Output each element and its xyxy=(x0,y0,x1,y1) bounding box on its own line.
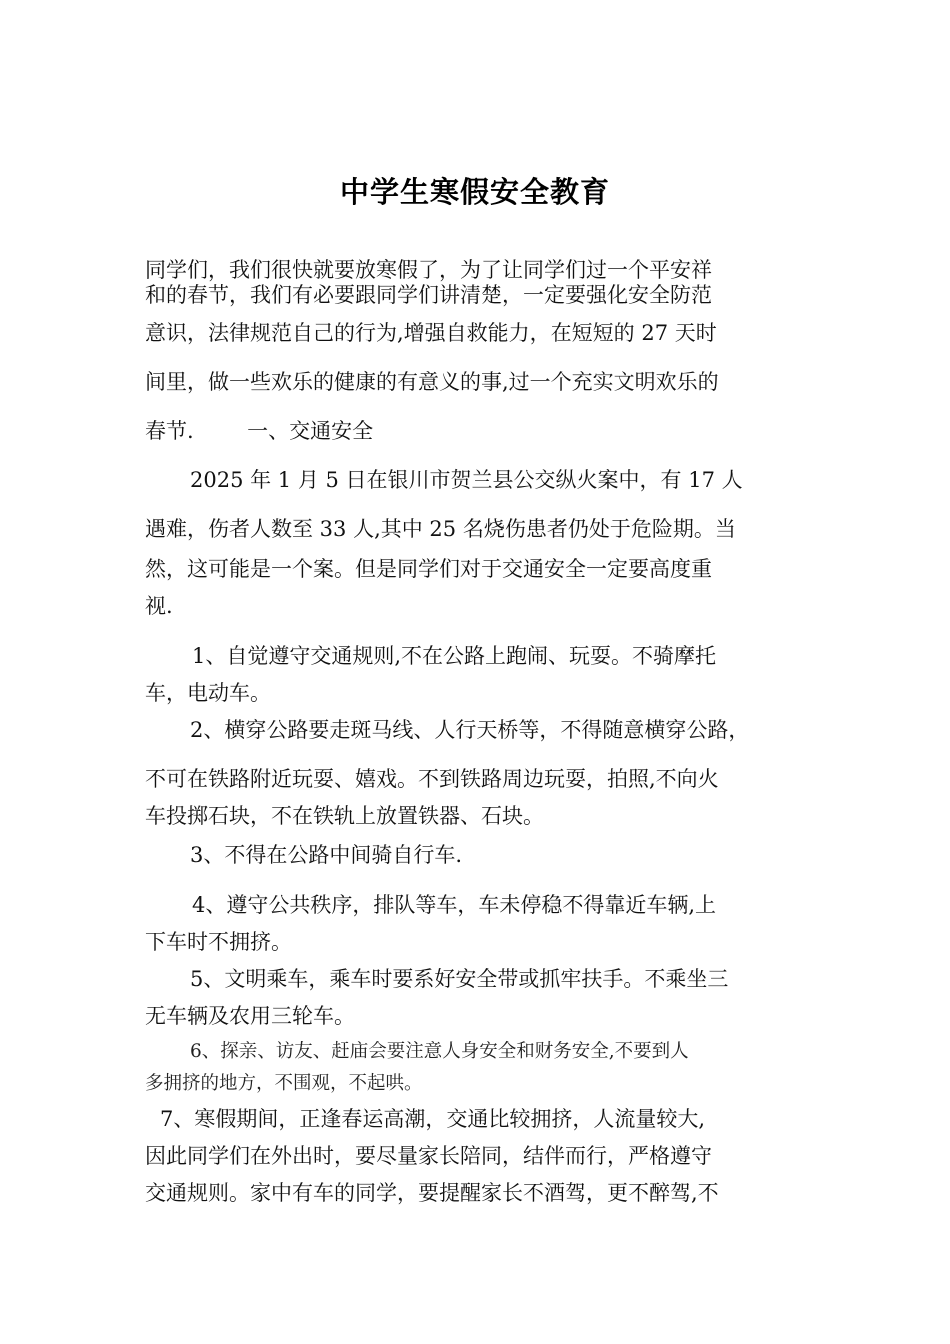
list-item-line: 6、探亲、访友、赶庙会要注意人身安全和财务安全,不要到人 xyxy=(190,1041,689,1062)
paragraph-line: 同学们，我们很快就要放寒假了，为了让同学们过一个平安祥 xyxy=(145,258,712,282)
list-item-line: 1、自觉遵守交通规则,不在公路上跑闹、玩耍。不骑摩托 xyxy=(192,644,717,668)
paragraph-line: 意识，法律规范自己的行为,增强自救能力，在短短的 27 天时 xyxy=(145,321,717,345)
paragraph-line: 遇难，伤者人数至 33 人,其中 25 名烧伤患者仍处于危险期。当 xyxy=(145,517,736,541)
list-item-line: 4、遵守公共秩序，排队等车，车未停稳不得靠近车辆,上 xyxy=(192,893,717,917)
list-item-line: 下车时不拥挤。 xyxy=(145,930,292,954)
paragraph-line: 2025 年 1 月 5 日在银川市贺兰县公交纵火案中，有 17 人 xyxy=(190,468,743,492)
list-item-line: 无车辆及农用三轮车。 xyxy=(145,1004,355,1028)
section-heading-line: 春节. 一、交通安全 xyxy=(145,419,374,443)
list-item-line: 不可在铁路附近玩耍、嬉戏。不到铁路周边玩耍，拍照,不向火 xyxy=(145,767,719,791)
document-title: 中学生寒假安全教育 xyxy=(339,175,610,209)
list-item-line: 因此同学们在外出时，要尽量家长陪同，结伴而行，严格遵守 xyxy=(145,1144,712,1168)
list-item-line: 7、寒假期间，正逢春运高潮，交通比较拥挤，人流量较大, xyxy=(160,1107,706,1131)
paragraph-line: 视. xyxy=(145,594,173,618)
list-item-line: 5、文明乘车，乘车时要系好安全带或抓牢扶手。不乘坐三 xyxy=(190,967,729,991)
paragraph-line: 然，这可能是一个案。但是同学们对于交通安全一定要高度重 xyxy=(145,557,712,581)
paragraph-line: 间里，做一些欢乐的健康的有意义的事,过一个充实文明欢乐的 xyxy=(145,370,719,394)
list-item-line: 车投掷石块，不在铁轨上放置铁器、石块。 xyxy=(145,804,544,828)
list-item-line: 车，电动车。 xyxy=(145,681,271,705)
list-item-line: 3、不得在公路中间骑自行车. xyxy=(190,843,463,867)
list-item-line: 交通规则。家中有车的同学，要提醒家长不酒驾，更不醉驾,不 xyxy=(145,1181,719,1205)
list-item-line: 多拥挤的地方，不围观，不起哄。 xyxy=(145,1073,423,1094)
paragraph-line: 和的春节，我们有必要跟同学们讲清楚，一定要强化安全防范 xyxy=(145,283,712,307)
list-item-line: 2、横穿公路要走斑马线、人行天桥等，不得随意横穿公路， xyxy=(190,718,750,742)
